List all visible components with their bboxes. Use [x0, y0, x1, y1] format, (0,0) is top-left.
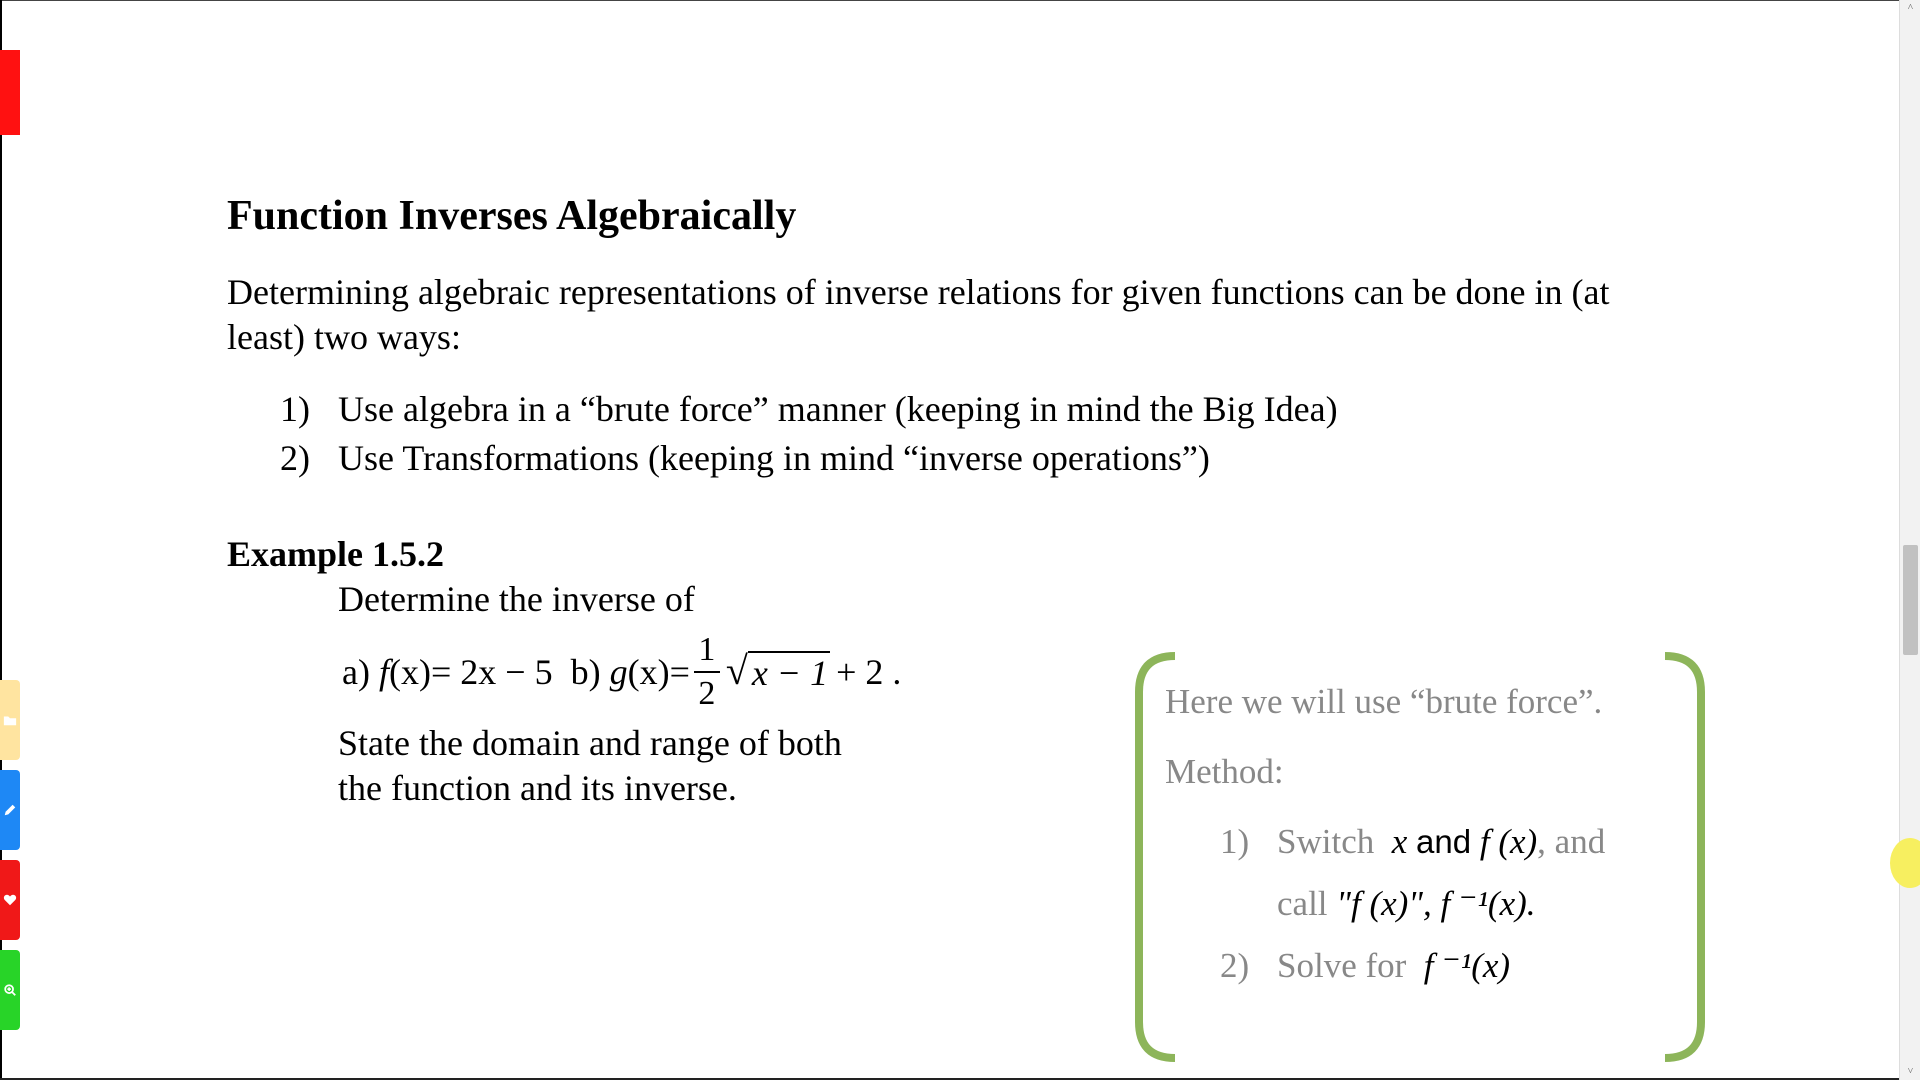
- fraction-bar: [694, 671, 720, 673]
- fraction-numerator: 1: [698, 631, 716, 668]
- step-1b-math: "f (x)", f ⁻¹(x).: [1336, 884, 1536, 923]
- instruction-line-2: the function and its inverse.: [338, 768, 737, 808]
- zoom-button[interactable]: [0, 950, 20, 1030]
- methods-list: [280, 385, 1338, 483]
- example-heading: Example 1.5.2: [227, 534, 445, 574]
- fraction-denominator: 2: [698, 675, 716, 712]
- square-root: [725, 648, 830, 693]
- scroll-thumb[interactable]: [1903, 545, 1918, 655]
- step-1b-call: call: [1277, 884, 1328, 923]
- step-1-and: and: [1416, 823, 1472, 860]
- cursor-highlight: [1890, 838, 1920, 888]
- vertical-scrollbar[interactable]: [1899, 0, 1920, 1080]
- list-text: Use algebra in a “brute force” manner (keeping in mind the Big Idea): [338, 389, 1338, 429]
- part-a-label: a): [342, 652, 370, 692]
- radicand: x − 1: [748, 651, 830, 693]
- files-button[interactable]: [0, 680, 20, 760]
- list-text: Use Transformations (keeping in mind “inverse operations”): [338, 438, 1210, 478]
- part-b-label: b): [570, 652, 601, 692]
- method-note-box: [1135, 652, 1705, 1062]
- list-number: 2): [280, 438, 310, 478]
- scroll-up-button[interactable]: ˄: [1907, 2, 1914, 13]
- part-b-eq: =: [669, 652, 690, 692]
- radical-sign: √: [725, 648, 748, 693]
- part-a-rhs: = 2x − 5: [430, 652, 553, 692]
- part-b-arg: (x): [627, 652, 670, 692]
- intro-paragraph: Determining algebraic representations of inverse relations for given functions can be done in (at least) two ways:: [227, 272, 1610, 357]
- scroll-down-button[interactable]: ˅: [1907, 1066, 1914, 1077]
- note-step-1-cont: [1277, 884, 1536, 924]
- page-title: Function Inverses Algebraically: [227, 193, 797, 239]
- part-a-fn: f: [378, 652, 389, 692]
- part-b-tail: + 2 .: [836, 652, 902, 692]
- example-equations: [342, 630, 901, 714]
- window-top-border: [0, 0, 1920, 1]
- example-prompt: Determine the inverse of: [338, 579, 695, 619]
- step-2-text: Solve for: [1277, 946, 1407, 985]
- step-1-fx: f (x): [1479, 822, 1538, 861]
- step-2-math: f ⁻¹(x): [1423, 946, 1511, 985]
- step-2-number: 2): [1220, 946, 1250, 985]
- list-item: [280, 434, 1338, 483]
- heart-icon: [3, 893, 17, 907]
- edit-button[interactable]: [0, 770, 20, 850]
- like-button[interactable]: [0, 860, 20, 940]
- note-line-2: Method:: [1165, 752, 1284, 791]
- red-side-tab[interactable]: [0, 50, 20, 135]
- folder-icon: [3, 713, 17, 727]
- pencil-icon: [3, 803, 17, 817]
- fraction: [694, 631, 720, 713]
- step-1-x: x: [1391, 822, 1408, 861]
- note-step-1: [1220, 822, 1605, 862]
- step-1-word: Switch: [1277, 822, 1375, 861]
- instruction-line-1: State the domain and range of both: [338, 723, 842, 763]
- step-1-tail: , and: [1537, 822, 1606, 861]
- list-number: 1): [280, 389, 310, 429]
- example-instruction: [338, 721, 842, 811]
- step-1-number: 1): [1220, 822, 1250, 861]
- part-a-arg: (x): [388, 652, 431, 692]
- part-b-fn: g: [609, 652, 628, 692]
- zoom-in-icon: [3, 983, 17, 997]
- note-step-2: [1220, 946, 1510, 986]
- list-item: [280, 385, 1338, 434]
- note-line-1: Here we will use “brute force”.: [1165, 682, 1603, 721]
